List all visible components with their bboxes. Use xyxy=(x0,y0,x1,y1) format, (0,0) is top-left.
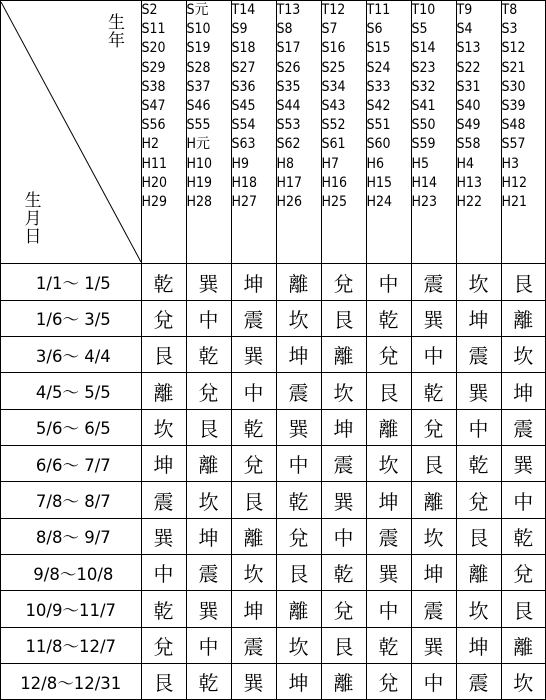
trigram-cell: 坎 xyxy=(366,446,411,482)
birth-year-label: S33 xyxy=(366,78,391,95)
year-column-header xyxy=(411,1,456,264)
trigram-cell: 坎 xyxy=(456,591,501,627)
trigram-cell: 震 xyxy=(186,555,231,591)
trigram-cell: 乾 xyxy=(366,627,411,663)
trigram-cell: 離 xyxy=(501,300,545,336)
birth-year-label: S52 xyxy=(321,117,346,134)
corner-cell xyxy=(1,1,141,264)
birth-year-label: S32 xyxy=(411,78,436,95)
trigram-cell: 坤 xyxy=(141,446,186,482)
birth-year-label: S31 xyxy=(456,78,481,95)
birth-year-label: H11 xyxy=(141,155,167,172)
birth-year-label: S19 xyxy=(186,40,211,57)
trigram-cell: 乾 xyxy=(366,300,411,336)
birth-year-label: S18 xyxy=(231,40,256,57)
birth-year-label: H16 xyxy=(321,174,347,191)
trigram-cell: 兌 xyxy=(456,482,501,518)
birth-year-label: S元 xyxy=(186,2,209,18)
trigram-cell: 艮 xyxy=(141,337,186,373)
trigram-cell: 坎 xyxy=(456,264,501,300)
birth-year-label: S23 xyxy=(411,59,436,76)
trigram-cell: 震 xyxy=(231,627,276,663)
birth-year-label: H21 xyxy=(501,194,527,211)
birth-year-label: S46 xyxy=(186,98,211,115)
table-row xyxy=(1,482,545,518)
birth-year-label: H26 xyxy=(276,194,302,211)
birth-year-label: S15 xyxy=(366,40,391,57)
trigram-cell: 坤 xyxy=(456,627,501,663)
trigram-cell: 艮 xyxy=(456,518,501,554)
birth-year-label: S58 xyxy=(456,136,481,153)
birth-year-label: S6 xyxy=(366,21,383,38)
trigram-cell: 巽 xyxy=(366,555,411,591)
birth-year-label: T8 xyxy=(501,2,518,18)
trigram-cell: 巽 xyxy=(456,373,501,409)
birth-year-label: S9 xyxy=(231,21,248,38)
birth-year-label: S22 xyxy=(456,59,481,76)
trigram-cell: 坤 xyxy=(411,555,456,591)
birth-year-label: H17 xyxy=(276,174,302,191)
trigram-cell: 巽 xyxy=(186,591,231,627)
trigram-cell: 坎 xyxy=(231,555,276,591)
trigram-cell: 兌 xyxy=(411,409,456,445)
birth-year-label: S4 xyxy=(456,21,473,38)
trigram-cell: 離 xyxy=(501,627,545,663)
birth-year-label: H22 xyxy=(456,194,482,211)
trigram-cell: 巽 xyxy=(411,627,456,663)
birth-year-label: S10 xyxy=(186,21,211,38)
trigram-cell: 震 xyxy=(141,482,186,518)
birth-year-label: S42 xyxy=(366,98,391,115)
trigram-cell: 坤 xyxy=(231,591,276,627)
birth-year-label: H20 xyxy=(141,174,167,191)
trigram-cell: 震 xyxy=(456,337,501,373)
trigram-cell: 兌 xyxy=(231,446,276,482)
trigram-cell: 離 xyxy=(276,591,321,627)
trigram-cell: 坤 xyxy=(276,664,321,699)
year-column-header xyxy=(456,1,501,264)
birth-year-label: T14 xyxy=(231,2,256,18)
trigram-cell: 震 xyxy=(231,300,276,336)
birth-year-label: S2 xyxy=(141,2,158,18)
trigram-cell: 離 xyxy=(186,446,231,482)
birth-year-label: S62 xyxy=(276,136,301,153)
trigram-cell: 兌 xyxy=(366,664,411,699)
trigram-cell: 乾 xyxy=(186,664,231,699)
trigram-cell: 中 xyxy=(321,518,366,554)
birth-year-label: H2 xyxy=(141,136,159,153)
trigram-cell: 艮 xyxy=(501,591,545,627)
trigram-cell: 乾 xyxy=(501,518,545,554)
trigram-cell: 兌 xyxy=(321,264,366,300)
birth-year-label: S3 xyxy=(501,21,518,38)
date-range-cell: 9/8～10/8 xyxy=(1,555,141,591)
birth-year-label: S49 xyxy=(456,117,481,134)
trigram-cell: 中 xyxy=(456,409,501,445)
birth-year-label: H5 xyxy=(411,155,429,172)
date-range-cell: 8/8～ 9/7 xyxy=(1,518,141,554)
birth-year-label: H18 xyxy=(231,174,257,191)
trigram-cell: 艮 xyxy=(276,555,321,591)
birth-year-label: H25 xyxy=(321,194,347,211)
birth-year-label: S48 xyxy=(501,117,526,134)
birth-year-label: H8 xyxy=(276,155,294,172)
trigram-cell: 坤 xyxy=(501,373,545,409)
trigram-cell: 坎 xyxy=(411,518,456,554)
year-column-header xyxy=(141,1,186,264)
trigram-cell: 離 xyxy=(141,373,186,409)
birth-year-label: S35 xyxy=(276,78,301,95)
trigram-cell: 坤 xyxy=(186,518,231,554)
birth-year-label: S8 xyxy=(276,21,293,38)
birth-year-label: S60 xyxy=(366,136,391,153)
trigram-cell: 中 xyxy=(141,555,186,591)
trigram-cell: 中 xyxy=(186,300,231,336)
trigram-cell: 中 xyxy=(186,627,231,663)
table-row xyxy=(1,627,545,663)
table-row xyxy=(1,300,545,336)
trigram-cell: 艮 xyxy=(366,373,411,409)
trigram-cell: 坤 xyxy=(276,337,321,373)
birth-year-label: S16 xyxy=(321,40,346,57)
trigram-cell: 艮 xyxy=(501,264,545,300)
birth-year-label: S53 xyxy=(276,117,301,134)
trigram-cell: 乾 xyxy=(231,409,276,445)
birth-year-label: H3 xyxy=(501,155,519,172)
trigram-cell: 震 xyxy=(276,373,321,409)
trigram-cell: 乾 xyxy=(141,264,186,300)
trigram-cell: 巽 xyxy=(141,518,186,554)
table-row xyxy=(1,373,545,409)
trigram-cell: 兌 xyxy=(141,627,186,663)
date-range-cell: 6/6～ 7/7 xyxy=(1,446,141,482)
trigram-cell: 中 xyxy=(366,264,411,300)
birth-year-label: S51 xyxy=(366,117,391,134)
trigram-cell: 坎 xyxy=(276,627,321,663)
trigram-cell: 艮 xyxy=(321,300,366,336)
trigram-cell: 離 xyxy=(276,264,321,300)
birth-year-label: S21 xyxy=(501,59,526,76)
trigram-cell: 震 xyxy=(411,264,456,300)
table-row xyxy=(1,264,545,300)
birth-year-label: H9 xyxy=(231,155,249,172)
trigram-cell: 坎 xyxy=(501,664,545,699)
birth-year-label: H元 xyxy=(186,136,210,153)
birth-year-label: S12 xyxy=(501,40,526,57)
birth-year-label: S20 xyxy=(141,40,166,57)
birth-year-label: S14 xyxy=(411,40,436,57)
kyusei-table xyxy=(1,1,545,699)
trigram-cell: 坎 xyxy=(276,300,321,336)
birth-year-label: H12 xyxy=(501,174,527,191)
date-range-cell: 4/5～ 5/5 xyxy=(1,373,141,409)
trigram-cell: 兌 xyxy=(276,518,321,554)
trigram-cell: 兌 xyxy=(501,555,545,591)
birth-year-label: S40 xyxy=(456,98,481,115)
year-column-header xyxy=(501,1,545,264)
birth-year-label: S5 xyxy=(411,21,428,38)
birth-year-label: S28 xyxy=(186,59,211,76)
birth-year-label: H7 xyxy=(321,155,339,172)
header-row xyxy=(1,1,545,264)
birth-year-label: H13 xyxy=(456,174,482,191)
birth-year-label: S39 xyxy=(501,98,526,115)
trigram-cell: 中 xyxy=(411,664,456,699)
table-row xyxy=(1,591,545,627)
trigram-cell: 巽 xyxy=(501,446,545,482)
date-range-cell: 11/8～12/7 xyxy=(1,627,141,663)
birth-year-label: S38 xyxy=(141,78,166,95)
birth-year-label: H24 xyxy=(366,194,392,211)
birth-year-label: H19 xyxy=(186,174,212,191)
trigram-cell: 巽 xyxy=(231,664,276,699)
trigram-cell: 中 xyxy=(411,337,456,373)
year-column-header xyxy=(321,1,366,264)
date-range-cell: 12/8～12/31 xyxy=(1,664,141,699)
trigram-cell: 坎 xyxy=(141,409,186,445)
date-range-cell: 1/1～ 1/5 xyxy=(1,264,141,300)
trigram-cell: 艮 xyxy=(231,482,276,518)
trigram-cell: 離 xyxy=(411,482,456,518)
birth-year-label: T13 xyxy=(276,2,301,18)
trigram-cell: 乾 xyxy=(321,555,366,591)
birth-year-label: H27 xyxy=(231,194,257,211)
table-row xyxy=(1,555,545,591)
birth-year-label: S57 xyxy=(501,136,526,153)
trigram-cell: 兌 xyxy=(321,591,366,627)
table-row xyxy=(1,337,545,373)
date-range-cell: 3/6～ 4/4 xyxy=(1,337,141,373)
birth-year-label: S55 xyxy=(186,117,211,134)
trigram-cell: 艮 xyxy=(411,446,456,482)
birth-year-label: H15 xyxy=(366,174,392,191)
trigram-cell: 坎 xyxy=(501,337,545,373)
trigram-cell: 艮 xyxy=(321,627,366,663)
birth-year-label: T12 xyxy=(321,2,346,18)
birth-year-label: S37 xyxy=(186,78,211,95)
table-row xyxy=(1,446,545,482)
birth-year-label: S25 xyxy=(321,59,346,76)
trigram-cell: 乾 xyxy=(276,482,321,518)
trigram-cell: 坎 xyxy=(321,373,366,409)
birth-year-label: S24 xyxy=(366,59,391,76)
birth-year-label: S36 xyxy=(231,78,256,95)
trigram-cell: 中 xyxy=(276,446,321,482)
trigram-cell: 離 xyxy=(366,409,411,445)
trigram-cell: 兌 xyxy=(366,337,411,373)
birth-year-label: S61 xyxy=(321,136,346,153)
trigram-cell: 艮 xyxy=(186,409,231,445)
trigram-cell: 兌 xyxy=(186,373,231,409)
birth-year-label: S44 xyxy=(276,98,301,115)
trigram-cell: 中 xyxy=(366,591,411,627)
trigram-cell: 坎 xyxy=(186,482,231,518)
trigram-cell: 巽 xyxy=(276,409,321,445)
birth-year-label: H14 xyxy=(411,174,437,191)
birth-year-label: T10 xyxy=(411,2,436,18)
birth-year-label: S50 xyxy=(411,117,436,134)
birth-year-label: S27 xyxy=(231,59,256,76)
year-label: 生年 xyxy=(108,13,125,52)
table-row xyxy=(1,664,545,699)
birth-year-label: H28 xyxy=(186,194,212,211)
trigram-cell: 震 xyxy=(366,518,411,554)
birth-year-label: S47 xyxy=(141,98,166,115)
trigram-cell: 巽 xyxy=(321,482,366,518)
trigram-cell: 乾 xyxy=(141,591,186,627)
year-column-header xyxy=(186,1,231,264)
year-column-header xyxy=(366,1,411,264)
birth-year-label: T11 xyxy=(366,2,391,18)
trigram-cell: 兌 xyxy=(141,300,186,336)
date-range-cell: 7/8～ 8/7 xyxy=(1,482,141,518)
birth-year-label: S41 xyxy=(411,98,436,115)
trigram-cell: 震 xyxy=(321,446,366,482)
trigram-cell: 巽 xyxy=(231,337,276,373)
trigram-cell: 巽 xyxy=(186,264,231,300)
date-label: 生月日 xyxy=(24,191,42,248)
trigram-cell: 震 xyxy=(456,664,501,699)
trigram-cell: 坤 xyxy=(231,264,276,300)
birth-year-label: S34 xyxy=(321,78,346,95)
birth-year-label: S56 xyxy=(141,117,166,134)
birth-year-label: S17 xyxy=(276,40,301,57)
trigram-cell: 離 xyxy=(456,555,501,591)
birth-year-label: S63 xyxy=(231,136,256,153)
date-range-cell: 10/9～11/7 xyxy=(1,591,141,627)
trigram-cell: 艮 xyxy=(141,664,186,699)
birth-year-label: S30 xyxy=(501,78,526,95)
birth-year-label: H4 xyxy=(456,155,474,172)
trigram-cell: 震 xyxy=(411,591,456,627)
birth-year-label: S11 xyxy=(141,21,166,38)
trigram-cell: 中 xyxy=(231,373,276,409)
table-row xyxy=(1,409,545,445)
birth-year-label: S7 xyxy=(321,21,338,38)
birth-year-label: S26 xyxy=(276,59,301,76)
trigram-cell: 乾 xyxy=(456,446,501,482)
birth-year-label: H23 xyxy=(411,194,437,211)
year-column-header xyxy=(231,1,276,264)
date-range-cell: 1/6～ 3/5 xyxy=(1,300,141,336)
year-column-header xyxy=(276,1,321,264)
trigram-cell: 震 xyxy=(501,409,545,445)
table-row xyxy=(1,518,545,554)
trigram-cell: 離 xyxy=(231,518,276,554)
birth-year-label: S45 xyxy=(231,98,256,115)
birth-year-label: H29 xyxy=(141,194,167,211)
trigram-cell: 坤 xyxy=(456,300,501,336)
trigram-cell: 坤 xyxy=(366,482,411,518)
trigram-cell: 巽 xyxy=(411,300,456,336)
birth-year-label: S29 xyxy=(141,59,166,76)
birth-year-label: S43 xyxy=(321,98,346,115)
trigram-cell: 中 xyxy=(501,482,545,518)
trigram-cell: 乾 xyxy=(411,373,456,409)
trigram-cell: 離 xyxy=(321,664,366,699)
birth-year-label: S54 xyxy=(231,117,256,134)
birth-year-label: S13 xyxy=(456,40,481,57)
trigram-cell: 乾 xyxy=(186,337,231,373)
trigram-cell: 坤 xyxy=(321,409,366,445)
birth-year-label: S59 xyxy=(411,136,436,153)
trigram-cell: 離 xyxy=(321,337,366,373)
date-range-cell: 5/6～ 6/5 xyxy=(1,409,141,445)
birth-year-label: H6 xyxy=(366,155,384,172)
birth-year-label: T9 xyxy=(456,2,473,18)
birth-year-label: H10 xyxy=(186,155,212,172)
